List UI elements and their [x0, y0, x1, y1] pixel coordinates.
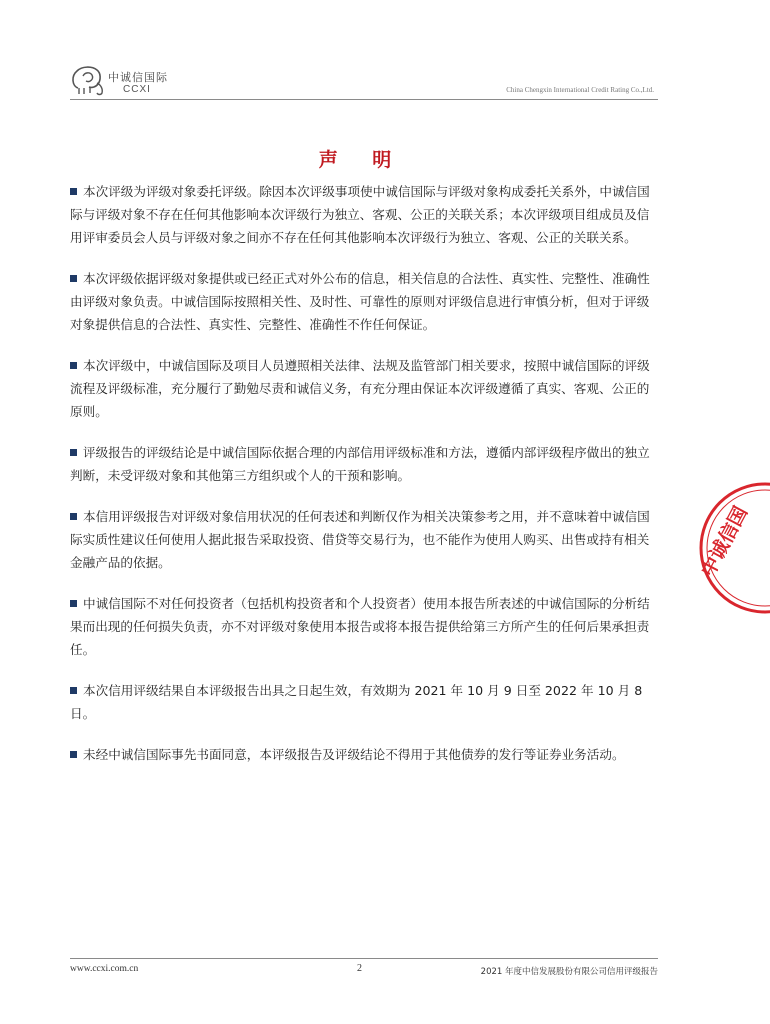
declaration-body [70, 180, 658, 784]
elephant-logo-icon [70, 62, 110, 98]
header-divider [70, 99, 658, 100]
paragraph-text: 本次评级为评级对象委托评级。除因本次评级事项使中诚信国际与评级对象构成委托关系外，中诚信国际与评级对象不存在任何其他影响本次评级行为独立、客观、公正的关联关系；本次评级项目组成员及信用评审委员会人员与评级对象之间亦不存在任何其他影响本次评级行为独立、客观、公正的关联关系。 [70, 184, 650, 245]
square-bullet-icon [70, 188, 77, 195]
footer-report-title: 2021 年度中信发展股份有限公司信用评级报告 [480, 967, 658, 977]
square-bullet-icon [70, 600, 77, 607]
page-number: 2 [357, 963, 362, 974]
declaration-paragraph [70, 354, 658, 423]
paragraph-text: 未经中诚信国际事先书面同意，本评级报告及评级结论不得用于其他债券的发行等证券业务活动。 [83, 747, 625, 762]
logo-chinese-text: 中诚信国际 [108, 71, 168, 84]
paragraph-text: 中诚信国际不对任何投资者（包括机构投资者和个人投资者）使用本报告所表述的中诚信国际的分析结果而出现的任何损失负责，亦不对评级对象使用本报告或将本报告提供给第三方所产生的任何后果承担责任。 [70, 596, 650, 657]
declaration-paragraph [70, 743, 658, 766]
logo-english-text: CCXI [123, 84, 151, 95]
company-seal-stamp [690, 478, 770, 618]
declaration-paragraph [70, 505, 658, 574]
page-title: 声 明 [318, 149, 406, 171]
square-bullet-icon [70, 362, 77, 369]
declaration-paragraph [70, 267, 658, 336]
declaration-paragraph [70, 592, 658, 661]
paragraph-text: 本信用评级报告对评级对象信用状况的任何表述和判断仅作为相关决策参考之用，并不意味着中诚信国际实质性建议任何使用人据此报告采取投资、借贷等交易行为，也不能作为使用人购买、出售或持有相关金融产品的依据。 [70, 509, 650, 570]
svg-text:中诚信国: 中诚信国 [696, 502, 753, 581]
square-bullet-icon [70, 751, 77, 758]
square-bullet-icon [70, 449, 77, 456]
square-bullet-icon [70, 275, 77, 282]
paragraph-text: 本次评级中，中诚信国际及项目人员遵照相关法律、法规及监管部门相关要求，按照中诚信国际的评级流程及评级标准，充分履行了勤勉尽责和诚信义务，有充分理由保证本次评级遵循了真实、客观、公正的原则。 [70, 358, 650, 419]
declaration-paragraph [70, 441, 658, 487]
declaration-paragraph [70, 180, 658, 249]
footer-divider [70, 958, 658, 959]
footer-website: www.ccxi.com.cn [70, 964, 139, 974]
page-header [0, 0, 724, 100]
declaration-paragraph [70, 679, 658, 725]
square-bullet-icon [70, 513, 77, 520]
paragraph-text: 评级报告的评级结论是中诚信国际依据合理的内部信用评级标准和方法，遵循内部评级程序做出的独立判断，未受评级对象和其他第三方组织或个人的干预和影响。 [70, 445, 650, 483]
paragraph-text: 本次信用评级结果自本评级报告出具之日起生效，有效期为 2021 年 10 月 9 日至 2022 年 10 月 8 日。 [70, 683, 643, 721]
ccxi-logo [70, 62, 180, 98]
company-english-name: China Chengxin International Credit Rating Co.,Ltd. [506, 86, 654, 94]
paragraph-text: 本次评级依据评级对象提供或已经正式对外公布的信息，相关信息的合法性、真实性、完整性、准确性由评级对象负责。中诚信国际按照相关性、及时性、可靠性的原则对评级信息进行审慎分析，但对于评级对象提供信息的合法性、真实性、完整性、准确性不作任何保证。 [70, 271, 650, 332]
square-bullet-icon [70, 687, 77, 694]
